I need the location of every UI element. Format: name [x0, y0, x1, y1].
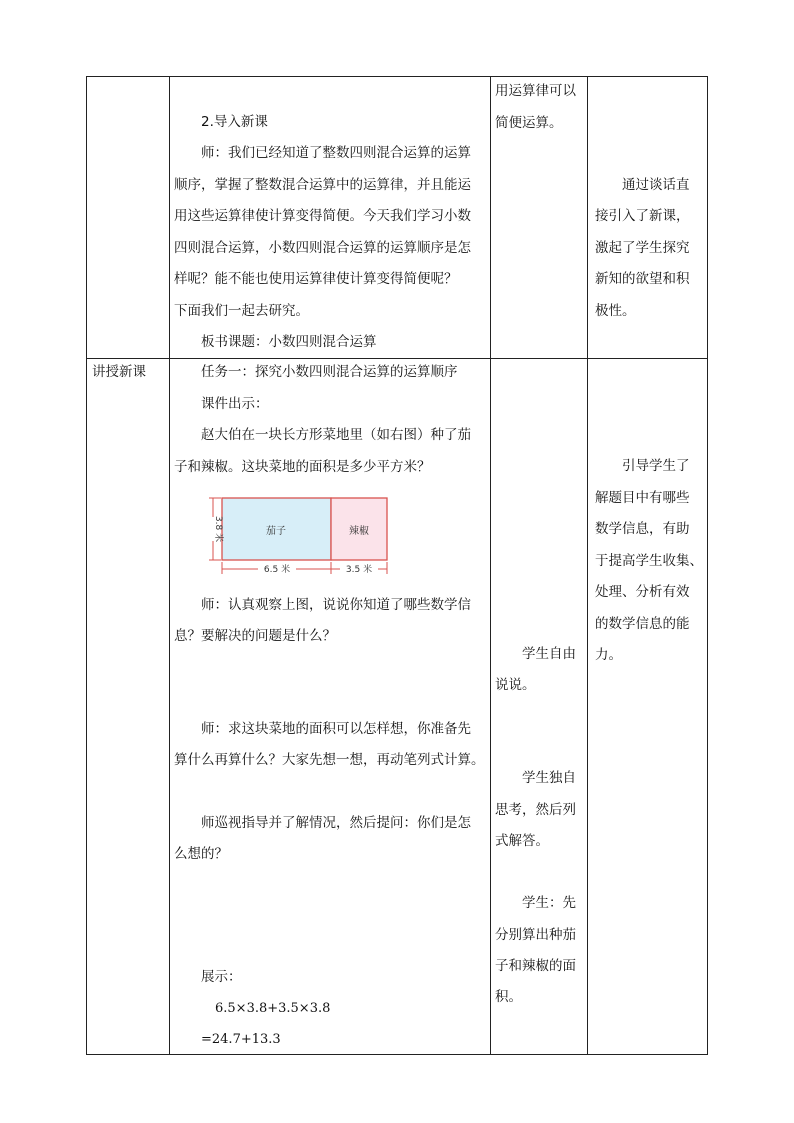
- calc-line: 6.5×3.8+3.5×3.8: [215, 1001, 331, 1016]
- row1-col3-line: 用运算律可以: [495, 83, 576, 99]
- row1-text-line: 师：我们已经知道了整数四则混合运算的运算: [201, 145, 471, 161]
- row2-col4-line: 力。: [595, 647, 622, 663]
- row2-col4-line: 解题目中有哪些: [595, 490, 690, 506]
- question-line: 算什么再算什么？大家先想一想，再动笔列式计算。: [174, 752, 485, 768]
- row2-col3-line: 子和辣椒的面: [495, 958, 576, 974]
- task-title: 任务一：探究小数四则混合运算的运算顺序: [201, 364, 458, 380]
- row1-col4-line: 极性。: [595, 303, 636, 319]
- question-line: 师：求这块菜地的面积可以怎样想，你准备先: [201, 721, 471, 737]
- question-line: 师巡视指导并了解情况，然后提问：你们是怎: [201, 815, 471, 831]
- pepper-label: 辣椒: [349, 526, 369, 537]
- row2-text-line: 赵大伯在一块长方形菜地里（如右图）种了茄: [201, 427, 471, 443]
- calc-line: =24.7+13.3: [201, 1032, 281, 1047]
- row2-col4-line: 引导学生了: [622, 458, 690, 474]
- question-line: 师：认真观察上图，说说你知道了哪些数学信: [201, 597, 471, 613]
- section-title: 2.导入新课: [201, 114, 268, 130]
- question-line: 息？要解决的问题是什么？: [174, 628, 336, 644]
- row2-col3-line: 学生独自: [522, 770, 576, 786]
- row1-text-line: 四则混合运算，小数四则混合运算的运算顺序是怎: [174, 240, 471, 256]
- stage-label: 讲授新课: [92, 364, 146, 380]
- row2-col4-line: 数学信息，有助: [595, 521, 690, 537]
- garden-figure: [200, 490, 400, 580]
- row1-text-line: 样呢？能不能也使用运算律使计算变得简便呢？: [174, 271, 458, 287]
- row1-text-line: 用这些运算律使计算变得简便。今天我们学习小数: [174, 208, 471, 224]
- row2-col3-line: 学生自由: [522, 646, 576, 662]
- row1-col4-line: 激起了学生探究: [595, 240, 690, 256]
- row2-col3-line: 积。: [495, 989, 522, 1005]
- column-divider-3: [587, 77, 588, 1054]
- board-title: 板书课题：小数四则混合运算: [201, 334, 377, 350]
- row1-col4-line: 新知的欲望和积: [595, 271, 690, 287]
- column-divider-2: [490, 77, 491, 1054]
- row2-text-line: 子和辣椒。这块菜地的面积是多少平方米？: [174, 459, 431, 475]
- right-width-label: 3.5 米: [345, 565, 373, 575]
- row2-col3-line: 分别算出种茄: [495, 927, 576, 943]
- row2-col3-line: 学生：先: [522, 895, 576, 911]
- row2-col3-line: 式解答。: [495, 833, 549, 849]
- row1-col4-line: 接引入了新课，: [595, 208, 690, 224]
- row1-col4-line: 通过谈话直: [622, 177, 690, 193]
- row2-col4-line: 处理、分析有效: [595, 584, 690, 600]
- row2-text-line: 课件出示：: [201, 396, 269, 412]
- row2-col4-line: 的数学信息的能: [595, 616, 690, 632]
- row1-text-line: 下面我们一起去研究。: [174, 303, 309, 319]
- row2-col3-line: 说说。: [495, 677, 536, 693]
- column-divider-1: [169, 77, 170, 1054]
- row2-col3-line: 思考，然后列: [495, 802, 576, 818]
- show-label: 展示：: [201, 969, 242, 985]
- question-line: 么想的？: [174, 846, 228, 862]
- row2-col4-line: 于提高学生收集、: [595, 553, 703, 569]
- row1-text-line: 顺序，掌握了整数混合运算中的运算律，并且能运: [174, 177, 471, 193]
- eggplant-label: 茄子: [266, 526, 286, 537]
- height-label: 3.8 米: [213, 515, 223, 543]
- left-width-label: 6.5 米: [263, 565, 291, 575]
- row1-col3-line: 简便运算。: [495, 115, 563, 131]
